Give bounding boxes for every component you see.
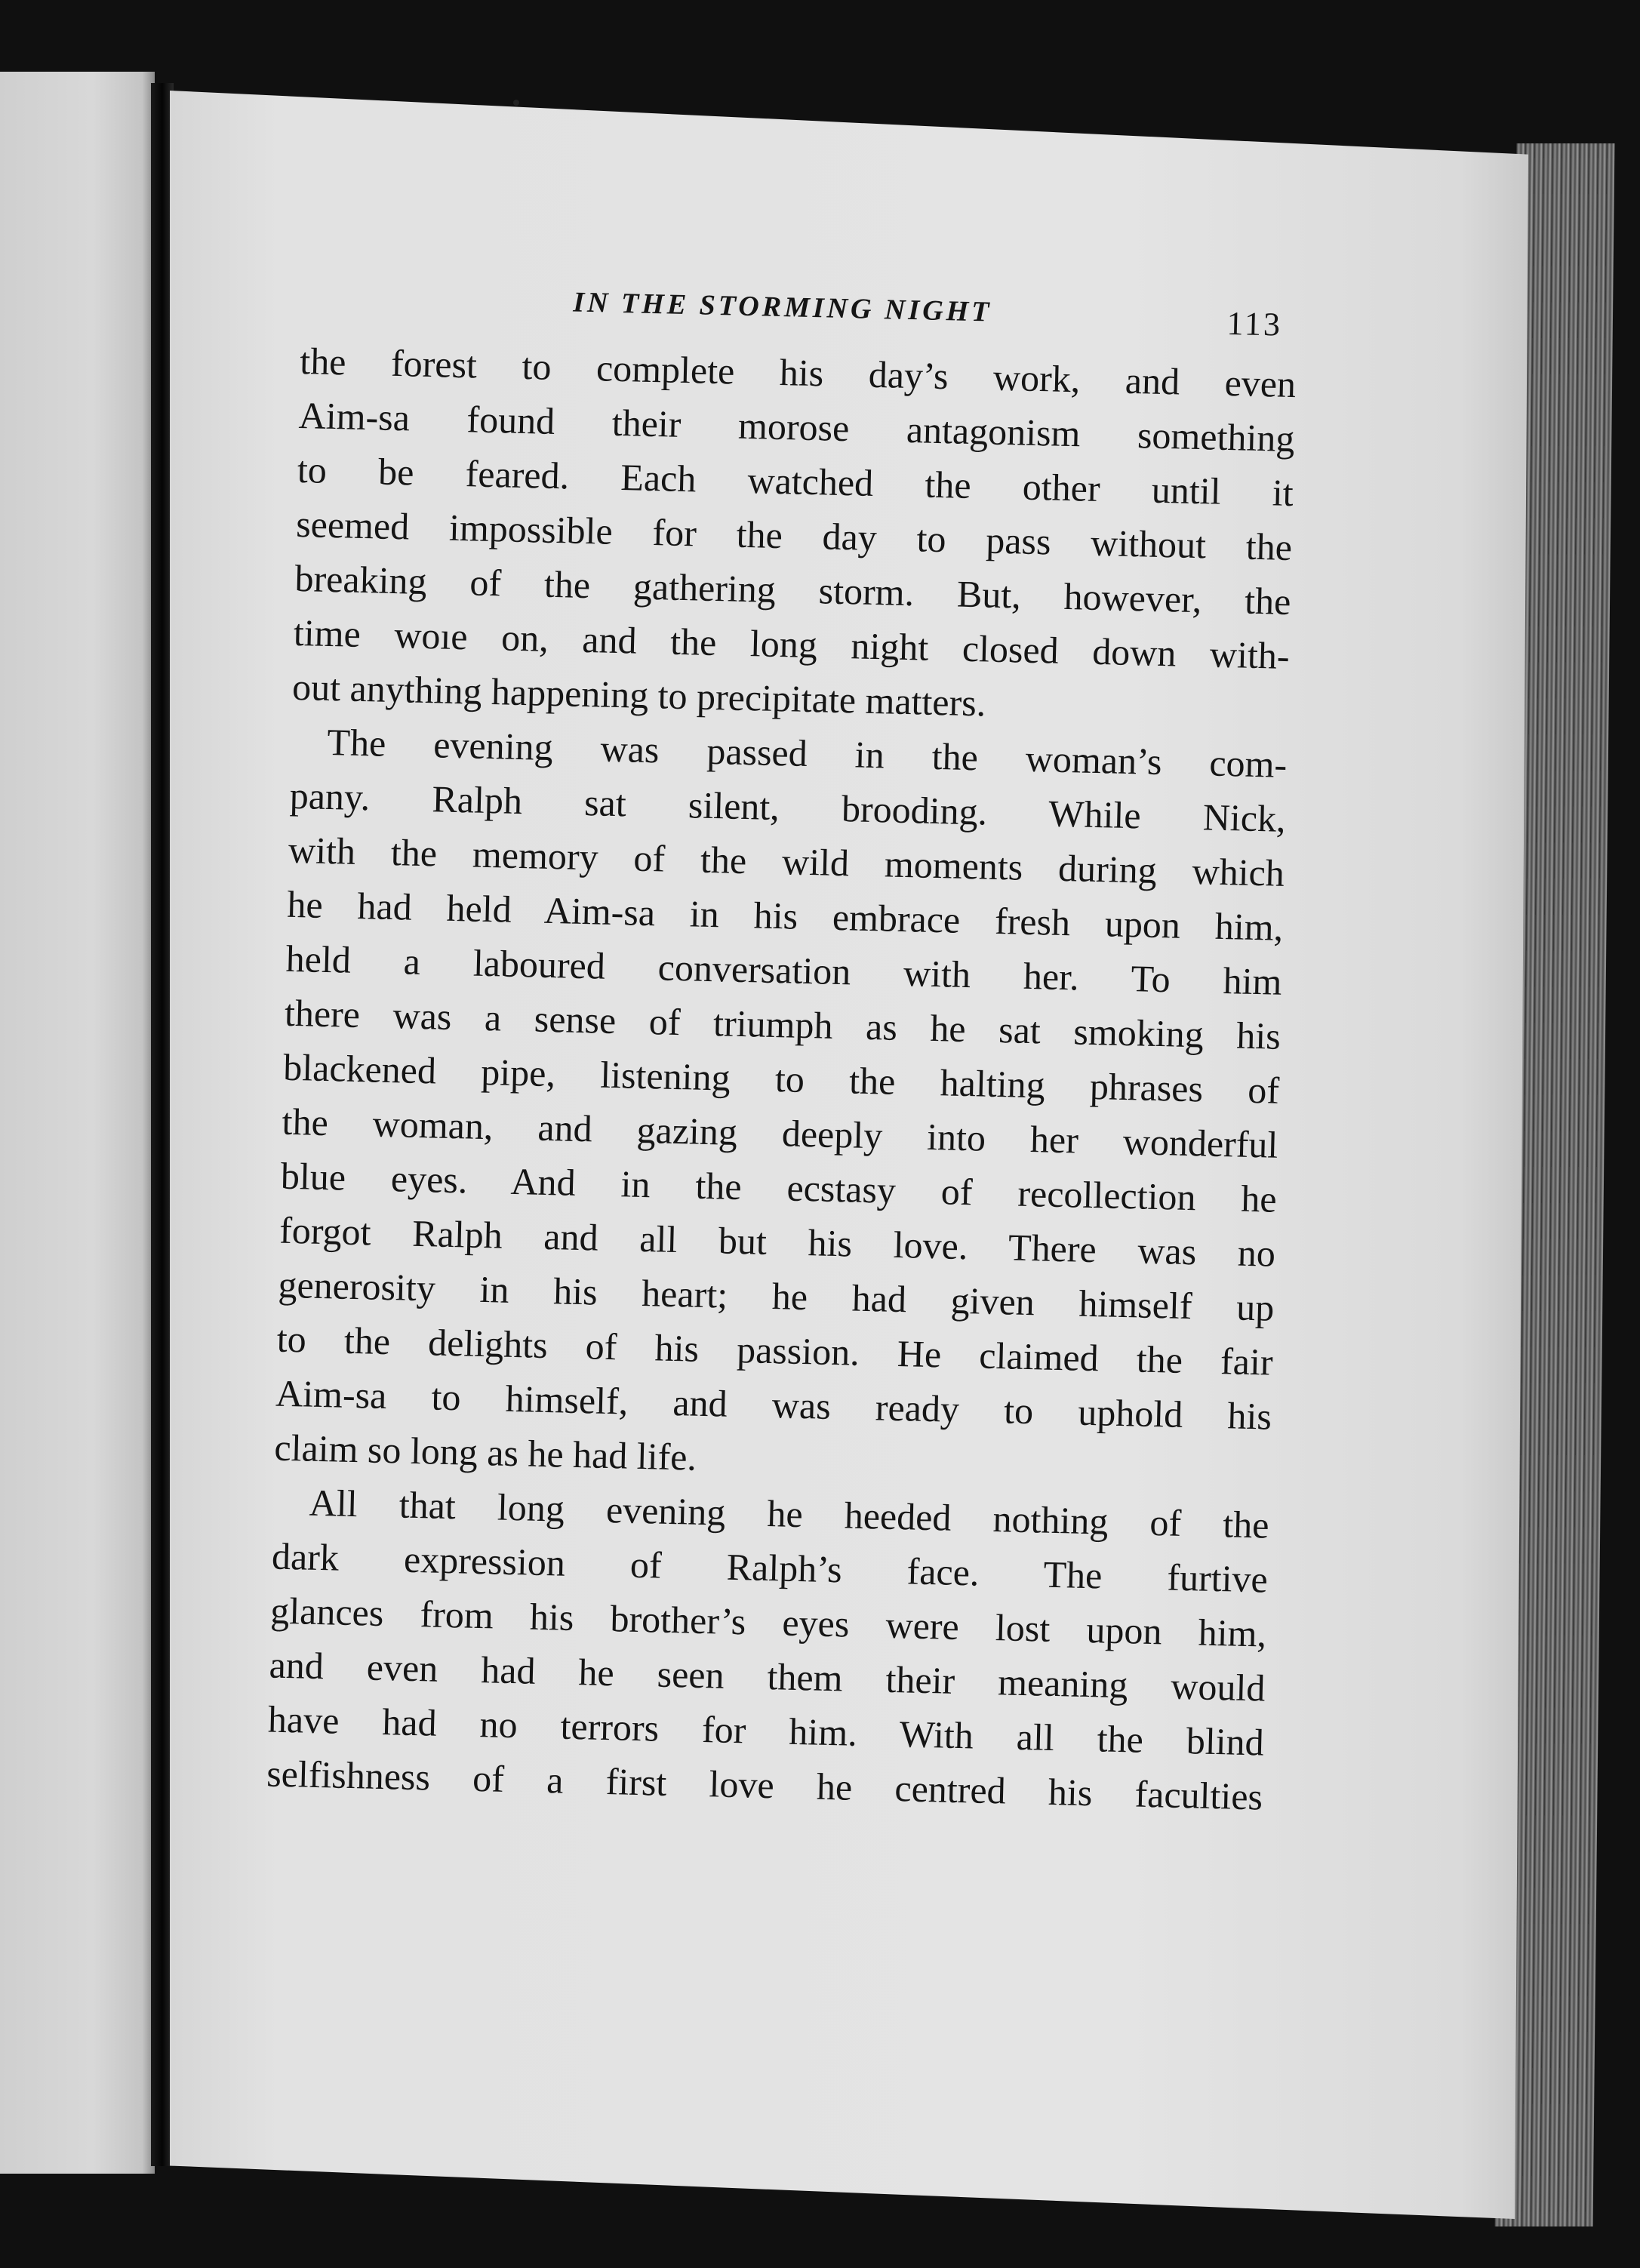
text-line: time woıe on, and the long night closed down with- [293, 611, 1291, 677]
text-line: blackened pipe, listening to the halting phrases of [282, 1045, 1280, 1112]
paragraph [266, 1475, 1270, 1824]
text-line: have had no terrors for him. With all the blind [267, 1697, 1265, 1764]
text-line: he had held Aim-sa in his embrace fresh upon him, [286, 882, 1284, 949]
paragraph [291, 334, 1297, 737]
text-line: glances from his brother’s eyes were lost upon him, [269, 1589, 1267, 1655]
text-line: breaking of the gathering storm. But, however, the [294, 556, 1291, 623]
text-line: generosity in his heart; he had given himself up [277, 1263, 1275, 1329]
text-line: and even had he seen them their meaning would [269, 1643, 1266, 1709]
text-line: to the delights of his passion. He claimed the fair [276, 1317, 1274, 1383]
text-line: All that long evening he heeded nothing of the [309, 1481, 1270, 1546]
text-line: out anything happening to precipitate matters. [291, 665, 986, 725]
text-line: dark expression of Ralph’s face. The furtive [271, 1534, 1269, 1601]
text-line: forgot Ralph and all but his love. There was no [278, 1208, 1276, 1275]
left-page-edge [0, 72, 155, 2174]
body-text [266, 334, 1297, 1824]
text-line: held a laboured conversation with her. To him [285, 937, 1283, 1003]
text-line: pany. Ralph sat silent, brooding. While Nick, [289, 774, 1287, 840]
ink-speck [513, 100, 519, 106]
text-line: to be feared. Each watched the other until it [297, 448, 1294, 515]
text-line: there was a sense of triumph as he sat smoking his [284, 991, 1282, 1057]
text-line: seemed impossible for the day to pass without the [295, 502, 1293, 569]
paragraph [274, 714, 1288, 1498]
text-line: claim so long as he had life. [273, 1426, 697, 1479]
text-line: The evening was passed in the woman’s com- [326, 720, 1288, 786]
text-line: the forest to complete his day’s work, and even [299, 339, 1297, 406]
running-head: IN THE STORMING NIGHT [572, 286, 992, 328]
page-number: 113 [1226, 304, 1283, 343]
text-line: with the memory of the wild moments during which [288, 828, 1285, 894]
text-line: Aim-sa to himself, and was ready to uphold his [275, 1371, 1272, 1438]
text-line: Aim-sa found their morose antagonism something [298, 393, 1296, 460]
text-line: blue eyes. And in the ecstasy of recollection he [280, 1154, 1278, 1220]
text-line: selfishness of a first love he centred his faculties [266, 1752, 1263, 1818]
page-text-block [266, 279, 1298, 1824]
text-line: the woman, and gazing deeply into her wonderful [282, 1100, 1279, 1166]
